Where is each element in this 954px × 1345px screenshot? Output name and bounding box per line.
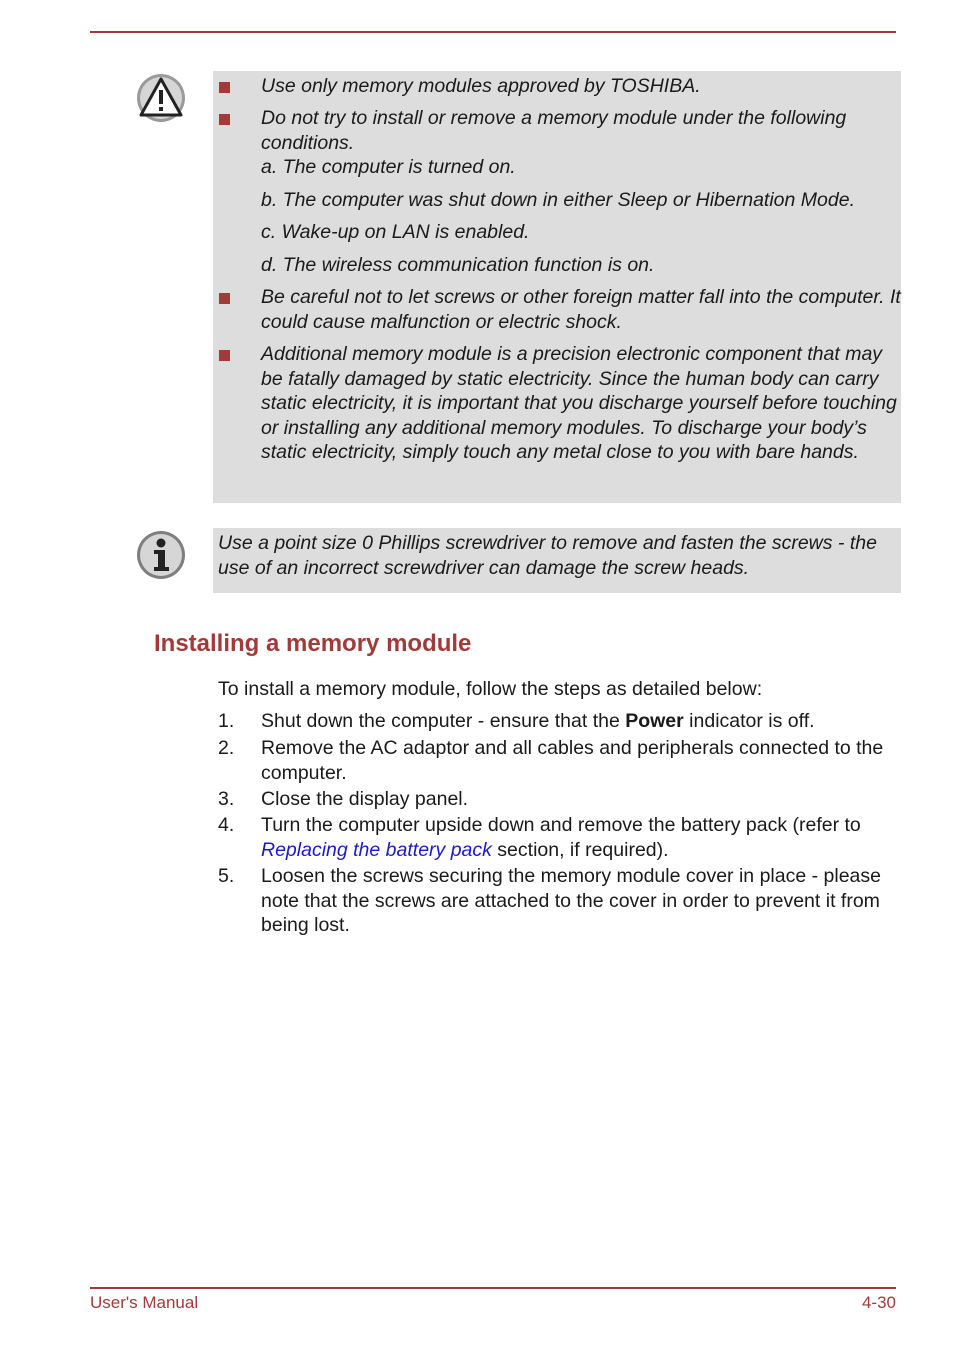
warning-condition: c. Wake-up on LAN is enabled. <box>261 221 530 243</box>
step-text: Remove the AC adaptor and all cables and peripherals connected to the computer. <box>261 737 884 784</box>
bullet-marker <box>219 82 230 93</box>
battery-pack-link[interactable]: Replacing the battery pack <box>261 838 492 861</box>
info-icon <box>136 530 186 580</box>
step-text <box>261 709 901 734</box>
step-text <box>261 813 901 862</box>
note-box <box>213 528 901 593</box>
step-text: Loosen the screws securing the memory module cover in place - please note that the screws are attached to the cover in order to prevent it from being lost. <box>261 865 881 936</box>
step-text-pre: Turn the computer upside down and remove the battery pack (refer to <box>261 814 861 836</box>
warning-item: Use only memory modules approved by TOSHIBA. <box>261 75 701 97</box>
bullet-marker <box>219 293 230 304</box>
step-text: Close the display panel. <box>261 788 469 810</box>
step-text-bold: Power <box>625 710 684 732</box>
warning-item: Be careful not to let screws or other foreign matter fall into the computer. It could cause malfunction or electric shock. <box>261 286 901 333</box>
section-intro: To install a memory module, follow the steps as detailed below: <box>218 678 763 700</box>
warning-box <box>213 71 901 503</box>
step-number: 4. <box>218 814 235 836</box>
step-number: 5. <box>218 865 235 887</box>
warning-triangle-icon <box>136 73 186 123</box>
warning-condition: b. The computer was shut down in either Sleep or Hibernation Mode. <box>261 189 855 211</box>
warning-item: Additional memory module is a precision electronic component that may be fatally damaged by static electricity. Since the human body can carry static electricity, it is important that you discharge yourself before touching or installing any additional memory modules. To discharge your body’s static electricity, simply touch any metal close to you with bare hands. <box>261 343 897 463</box>
header-rule <box>90 31 896 33</box>
footer-rule <box>90 1287 896 1289</box>
note-text: Use a point size 0 Phillips screwdriver to remove and fasten the screws - the use of an incorrect screwdriver can damage the screw heads. <box>218 532 877 579</box>
warning-condition: d. The wireless communication function is on. <box>261 254 655 276</box>
warning-item: Do not try to install or remove a memory module under the following conditions. <box>261 107 847 154</box>
warning-condition: a. The computer is turned on. <box>261 156 516 178</box>
step-number: 1. <box>218 710 235 732</box>
bullet-marker <box>219 350 230 361</box>
bullet-marker <box>219 114 230 125</box>
step-number: 3. <box>218 788 235 810</box>
step-number: 2. <box>218 737 235 759</box>
footer-manual-label: User's Manual <box>90 1293 199 1312</box>
footer-page-number: 4-30 <box>861 1293 896 1312</box>
step-text-post: indicator is off. <box>683 710 815 732</box>
section-heading: Installing a memory module <box>154 630 472 657</box>
step-text-pre: Shut down the computer - ensure that the <box>261 710 626 732</box>
step-text-post: section, if required). <box>491 838 669 861</box>
